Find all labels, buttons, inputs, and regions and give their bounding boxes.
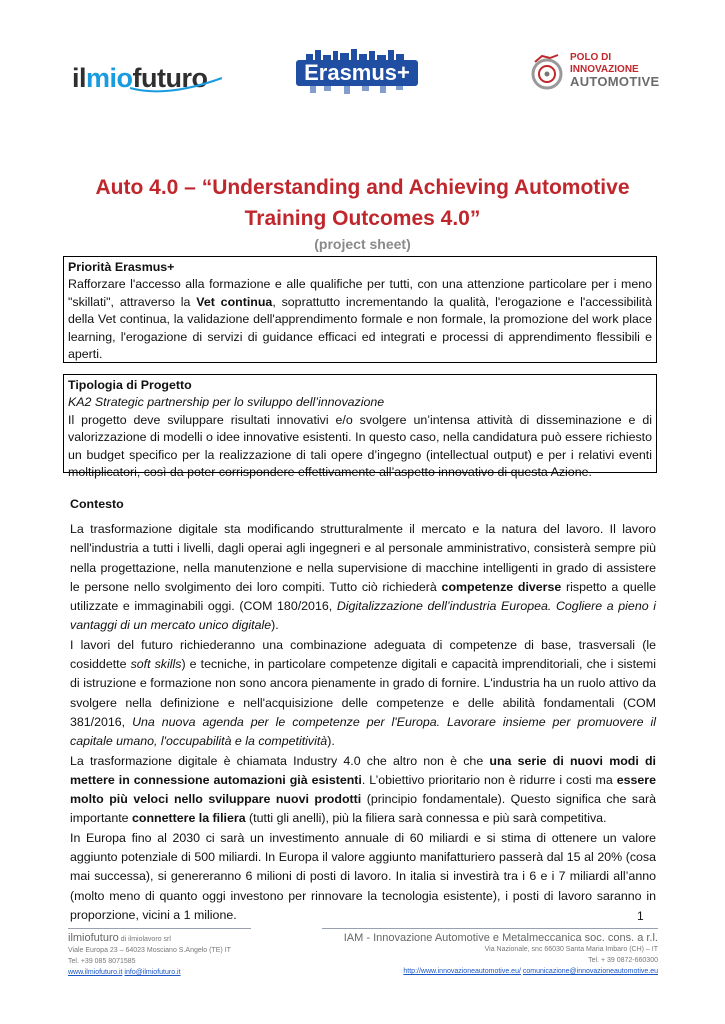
- footer-links: [68, 967, 318, 978]
- box-subheading: KA2 Strategic partnership per lo sviluppo dell’innovazione: [68, 395, 385, 410]
- footer-address: Via Nazionale, snc 66030 Santa Maria Imbaro (CH) – IT: [484, 946, 658, 953]
- box-text: Il progetto deve sviluppare risultati innovativi e/o svolgere un’intensa attività di disseminazione e di valorizzazione di modelli o idee innovative esistenti. In questo caso, nella candidatura può essere richiesto un budget specifico per la realizzazione di tali opere d’ingegno (intellectual output) e per i relativi eventi moltiplicatori, così da poter corrispondere effettivamente all’aspetto innovativo di questa Azione.: [68, 412, 652, 480]
- ilmiofuturo-logo: [72, 58, 222, 98]
- page-title: Auto 4.0 – “Understanding and Achieving Automotive Training Outcomes 4.0”: [95, 176, 630, 230]
- footer-links: [300, 966, 658, 977]
- footer-email-link[interactable]: comunicazione@innovazioneautomotive.eu: [522, 968, 658, 975]
- footer-right: [300, 933, 658, 977]
- priorita-erasmus-box: [63, 256, 657, 363]
- section-heading: Contesto: [70, 497, 124, 511]
- footer-tel: Tel. +39 085 8071585: [68, 958, 136, 965]
- gear-wheel-icon: [530, 52, 566, 92]
- footer-address: Viale Europa 23 – 64023 Mosciano S.Angelo (TE) IT: [68, 947, 231, 954]
- erasmus-logo: [296, 48, 418, 96]
- footer-tel: Tel. + 39 0872-660300: [588, 957, 658, 964]
- footer-divider-left: [68, 928, 251, 929]
- page-subtitle: (project sheet): [314, 236, 411, 252]
- erasmus-wordmark: Erasmus+: [296, 60, 418, 86]
- logo-wordmark: ilmiofuturo: [72, 63, 208, 93]
- footer-email-link[interactable]: info@ilmiofuturo.it: [124, 969, 181, 976]
- page-number: 1: [637, 909, 644, 923]
- box-heading: Priorità Erasmus+: [68, 260, 175, 274]
- paragraph: In Europa fino al 2030 ci sarà un investimento annuale di 60 miliardi e si stima di ottenere un valore aggiunto potenziale di 500 miliardi. In Europa il valore aggiunto manifatturiero passerà dal 15 al 20% (cosa mai successa), si genereranno 6 milioni di posti di lavoro. In italia si investirà tra i 6 e i 7 miliardi all’anno (molto meno di quanto oggi investono per rinnovare la tecnologia esistente), i posti di lavoro saranno in proporzione, vicini a 1 milione.: [70, 830, 656, 922]
- box-text: Rafforzare l'accesso alla formazione e alle qualifiche per tutti, con una attenzione particolare per i meno "skillati", attraverso la Vet continua, soprattutto incrementando la qualità, l'erogazione e l'accessibilità della Vet continua, la validazione dell'apprendimento formale e non formale, la promozione del work place learning, l'erogazione di servizi di guidance efficaci ed integrati e processi di apprendimento flessibili e aperti.: [68, 277, 652, 362]
- logo-text: POLO DI INNOVAZIONE AUTOMOTIVE: [570, 52, 660, 89]
- paragraph: La trasformazione digitale sta modificando strutturalmente il mercato e la natura del lavoro. Il lavoro nell'industria a tutti i livelli, dagli operai agli ingegneri e al personale amministrativo, consisterà sempre più nella progettazione, nella manutenzione e nella supervisione di macchine intelligenti in grado di assistere le persone nello svolgimento dei loro compiti. Tutto ciò richiederà competenze diverse rispetto a quelle utilizzate e immaginabili oggi. (COM 180/2016, Digitalizzazione dell’industria Europea. Cogliere a pieno i vantaggi di un mercato unico digitale).: [70, 522, 657, 633]
- paragraph: La trasformazione digitale è chiamata Industry 4.0 che altro non è che una serie di nuovi modi di mettere in connessione automazioni già esistenti. L’obiettivo prioritario non è ridurre i costi ma essere molto più veloci nello sviluppare nuovi prodotti (principio fondamentale). Questo significa che sarà importante connettere la filiera (tutti gli anelli), più la filiera sarà connessa e più sarà competitiva.: [70, 753, 656, 826]
- footer-company: IAM - Innovazione Automotive e Metalmeccanica soc. cons. a r.l.: [343, 932, 658, 944]
- box-heading: Tipologia di Progetto: [68, 378, 192, 392]
- polo-innovazione-automotive-logo: [530, 50, 665, 100]
- tipologia-progetto-box: [63, 374, 657, 480]
- contesto-body: [70, 520, 656, 925]
- reflection-icon: [300, 86, 414, 96]
- logo-swoosh-icon: [72, 58, 222, 98]
- footer-divider-right: [322, 928, 658, 929]
- footer-company: ilmiofuturo di ilmiolavoro srl: [68, 932, 171, 944]
- footer-web-link[interactable]: http://www.innovazioneautomotive.eu/: [403, 968, 521, 975]
- footer-left: [68, 933, 318, 978]
- paragraph: I lavori del futuro richiederanno una combinazione adeguata di competenze di base, trasversali (le cosiddette soft skills) e tecniche, in particolare competenze digitali e capacità imprenditoriali, che i sistemi di istruzione e formazione non sono ancora pienamente in grado di fornire. L'industria ha un ruolo attivo da svolgere nella definizione e nell'acquisizione delle competenze e delle abilità fondamentali (COM 381/2016, Una nuova agenda per le competenze per l'Europa. Lavorare insieme per promuovere il capitale umano, l'occupabilità e la competitività).: [70, 637, 656, 749]
- footer-web-link[interactable]: www.ilmiofuturo.it: [68, 969, 123, 976]
